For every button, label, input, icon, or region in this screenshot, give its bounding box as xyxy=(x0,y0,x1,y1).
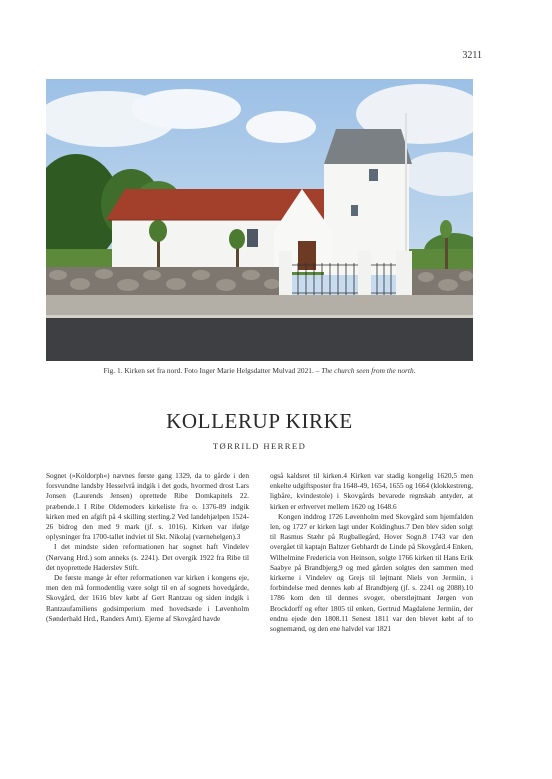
church-photo xyxy=(46,79,473,361)
text-column-left xyxy=(46,471,249,624)
caption-main: Fig. 1. Kirken set fra nord. Foto Inger Marie Helgsdatter Mulvad 2021. – xyxy=(103,366,322,375)
page-number: 3211 xyxy=(462,50,482,61)
paragraph: også kaldsret til kirken.4 Kirken var stadig kongelig 1620,5 men enkelte udgiftsposter fra 1648-49, 1654, 1655 og 1664 (klokkestreng, ligbåre, kvindestole) i Skovgårds bevarede regnskab antyder, at kirken er erhvervet mellem 1620 og 1648.6 xyxy=(270,471,473,511)
text-column-right xyxy=(270,471,473,634)
paragraph: Sognet (»Koldorph«) nævnes første gang 1329, da to gårde i den forsvundne landsby Hesselvrå indgik i det gods, hvormed drost Lars Jonsen (Laurends Jensen) oprettede Ribe Domkapitels 22. præbende.1 I Ribe Oldemoders kirkeliste fra o. 1376-89 indgik kirken med en afgift på 4 skilling sterling.2 Ved landehjælpen 1524-26 bidrog den med 9 mark (jf. s. 1016). Kirken var ifølge oplysninger fra 1700-tallet indviet til Skt. Nikolaj (værnehelgen).3 xyxy=(46,471,249,542)
caption-english: The church seen from the north. xyxy=(321,366,416,375)
article-title: KOLLERUP KIRKE xyxy=(166,409,353,433)
paragraph: Kongen inddrog 1726 Løvenholm med Skovgård som hjemfalden len, og 1727 er kirken lagt under Koldinghus.7 Den blev siden solgt til Rasmus Stæhr på Rugballegård, Hover Sogn.8 1743 var den overgået til kaptajn Baltzer Gebhardt de Linde på Skovgård.4 Enken, Wilhelmine Fredericia von Heinson, solgte 1766 kirken til Hans Erik Saabye på Brandbjerg,9 og med gården solgtes den sammen med kirkerne i Vindelev og Grejs til løjtnant Niels von Jermiin, i forbindelse med dennes køb af Brandbjerg (jf. s. 2241 og 2088).10 1786 kom den til dennes svoger, oberstløjtnant Jørgen von Brockdorff og efter 1805 til enken, Gertrud Magdalene Jermiin, der endnu ejede den 1808.11 Senest 1811 var den blevet købt af to sognemænd, og den ene halvdel var 1821 xyxy=(270,511,473,634)
paragraph: I det mindste siden reformationen har sognet haft Vindelev (Nørvang Hrd.) som anneks (s. 2241). Det overgik 1922 fra Ribe til det nyoprettede Haderslev Stift. xyxy=(46,542,249,572)
paragraph: De første mange år efter reformationen var kirken i kongens eje, men den må formodentlig være solgt til en af sognets hovedgårde, Skovgård, der 1616 blev købt af Gert Rantzau og siden indgik i Rantzaufamiliens godsimperium med hovedsæde i Løvenholm (Sønderhald Hrd., Randers Amt). Ejerne af Skovgård havde xyxy=(46,573,249,623)
figure-caption xyxy=(46,366,473,375)
article-subtitle: TØRRILD HERRED xyxy=(212,441,307,451)
